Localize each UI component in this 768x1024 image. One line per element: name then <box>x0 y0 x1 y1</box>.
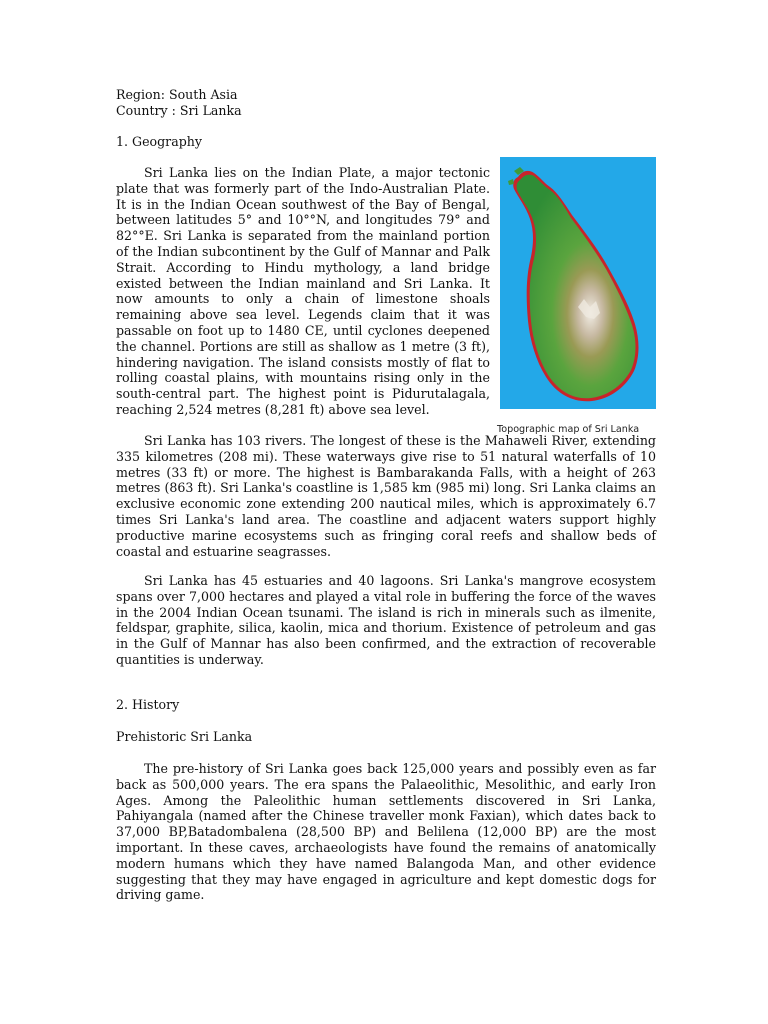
geography-paragraph-1: Sri Lanka lies on the Indian Plate, a major tectonic plate that was formerly part of the Indo-Australian Plate. It is in the Indian Ocean southwest of the Bay of Bengal, between latitudes 5° and 10°°N, and longitudes 79° and 82°°E. Sri Lanka is separated from the mainland portion of the Indian subcontinent by the Gulf of Mannar and Palk Strait. According to Hindu mythology, a land bridge existed between the Indian mainland and Sri Lanka. It now amounts to only a chain of limestone shoals remaining above sea level. Legends claim that it was passable on foot up to 1480 CE, until cyclones deepened the channel. Portions are still as shallow as 1 metre (3 ft), hindering navigation. The island consists mostly of flat to rolling coastal plains, with mountains rising only in the south-central part. The highest point is Pidurutalagala, reaching 2,524 metres (8,281 ft) above sea level. <box>116 165 490 417</box>
map-caption: Topographic map of Sri Lanka <box>497 423 640 435</box>
topographic-map-image <box>500 157 656 409</box>
country-line: Country : Sri Lanka <box>116 103 242 118</box>
history-heading: 2. History <box>116 697 180 712</box>
history-paragraph-1: The pre-history of Sri Lanka goes back 125,000 years and possibly even as far back as 500,000 years. The era spans the Palaeolithic, Mesolithic, and early Iron Ages. Among the Paleolithic human settlements discovered in Sri Lanka, Pahiyangala (named after the Chinese traveller monk Faxian), which dates back to 37,000 BP,Batadombalena (28,500 BP) and Belilena (12,000 BP) are the most important. In these caves, archaeologists have found the remains of anatomically modern humans which they have named Balangoda Man, and other evidence suggesting that they may have engaged in agriculture and kept domestic dogs for driving game. <box>116 761 656 903</box>
region-line: Region: South Asia <box>116 87 238 102</box>
geography-paragraph-2: Sri Lanka has 103 rivers. The longest of these is the Mahaweli River, extending 335 kilometres (208 mi). These waterways give rise to 51 natural waterfalls of 10 metres (33 ft) or more. The highest is Bambarakanda Falls, with a height of 263 metres (863 ft). Sri Lanka's coastline is 1,585 km (985 mi) long. Sri Lanka claims an exclusive economic zone extending 200 nautical miles, which is approximately 6.7 times Sri Lanka's land area. The coastline and adjacent waters support highly productive marine ecosystems such as fringing coral reefs and shallow beds of coastal and estuarine seagrasses. <box>116 433 656 559</box>
map-figure <box>500 157 656 409</box>
geography-heading: 1. Geography <box>116 134 202 149</box>
prehistoric-subheading: Prehistoric Sri Lanka <box>116 729 253 744</box>
geography-paragraph-3: Sri Lanka has 45 estuaries and 40 lagoons. Sri Lanka's mangrove ecosystem spans over 7,000 hectares and played a vital role in buffering the force of the waves in the 2004 Indian Ocean tsunami. The island is rich in minerals such as ilmenite, feldspar, graphite, silica, kaolin, mica and thorium. Existence of petroleum and gas in the Gulf of Mannar has also been confirmed, and the extraction of recoverable quantities is underway. <box>116 573 656 667</box>
